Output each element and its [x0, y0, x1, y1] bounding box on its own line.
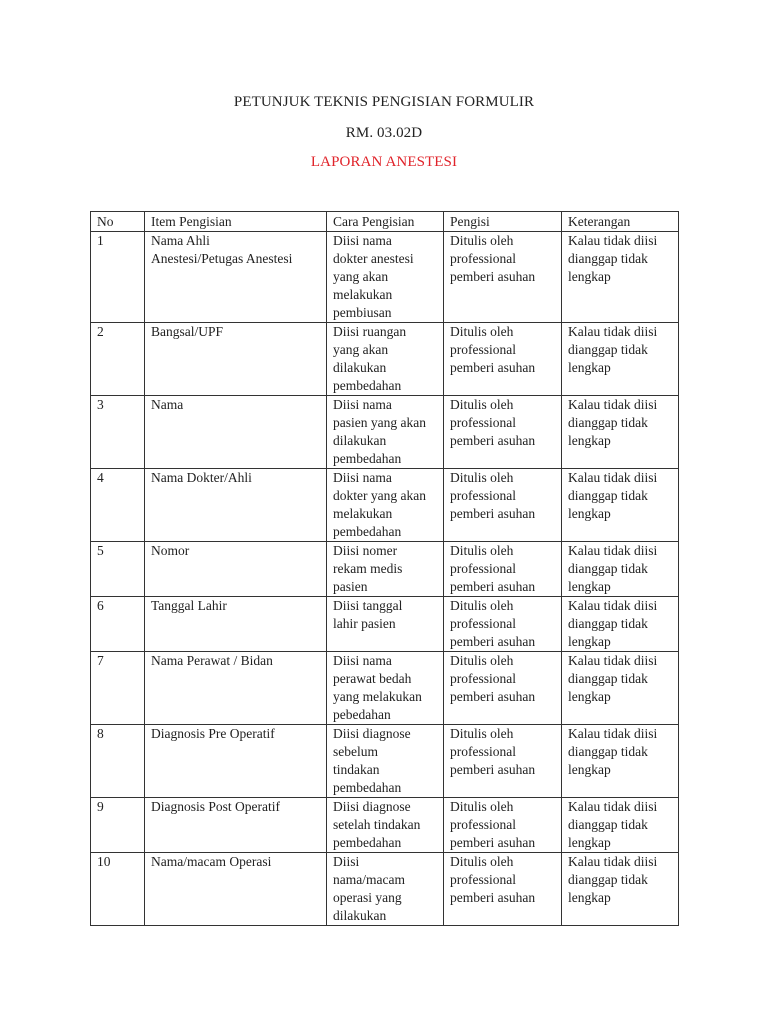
cell-cara-pengisian — [327, 396, 444, 469]
row-number-text: 3 — [97, 397, 104, 412]
cara-pengisian-text: Diisi tanggal lahir pasien — [333, 598, 403, 631]
header-cara: Cara Pengisian — [327, 212, 444, 232]
cell-item-pengisian — [145, 323, 327, 396]
cell-row-number — [91, 323, 145, 396]
cell-cara-pengisian — [327, 542, 444, 597]
item-pengisian-text: Nama/macam Operasi — [151, 854, 272, 869]
table-body — [91, 232, 679, 926]
pengisi-text: Ditulis oleh professional pemberi asuhan — [450, 397, 536, 448]
form-subtitle: LAPORAN ANESTESI — [310, 154, 458, 170]
cell-row-number — [91, 232, 145, 323]
document-title: PETUNJUK TEKNIS PENGISIAN FORMULIR — [233, 94, 535, 110]
pengisi-text: Ditulis oleh professional pemberi asuhan — [450, 598, 536, 649]
table-row — [91, 652, 679, 725]
cell-pengisi — [444, 396, 562, 469]
keterangan-text: Kalau tidak diisi dianggap tidak lengkap — [568, 470, 658, 521]
item-pengisian-text: Diagnosis Pre Operatif — [151, 726, 275, 741]
cell-item-pengisian — [145, 542, 327, 597]
cara-pengisian-text: Diisi nomer rekam medis pasien — [333, 543, 403, 594]
cara-pengisian-text: Diisi nama perawat bedah yang melakukan pebedahan — [333, 653, 422, 722]
cell-cara-pengisian — [327, 725, 444, 798]
cell-pengisi — [444, 542, 562, 597]
header-item: Item Pengisian — [145, 212, 327, 232]
row-number-text: 1 — [97, 233, 104, 248]
cell-item-pengisian — [145, 652, 327, 725]
cell-keterangan — [562, 469, 679, 542]
item-pengisian-text: Nama Ahli Anestesi/Petugas Anestesi — [151, 233, 293, 266]
pengisi-text: Ditulis oleh professional pemberi asuhan — [450, 854, 536, 905]
cell-item-pengisian — [145, 853, 327, 926]
row-number-text: 5 — [97, 543, 104, 558]
table-row — [91, 396, 679, 469]
cell-cara-pengisian — [327, 652, 444, 725]
cell-keterangan — [562, 853, 679, 926]
item-pengisian-text: Bangsal/UPF — [151, 324, 224, 339]
cell-cara-pengisian — [327, 853, 444, 926]
cell-row-number — [91, 542, 145, 597]
cell-keterangan — [562, 597, 679, 652]
cell-row-number — [91, 396, 145, 469]
cell-cara-pengisian — [327, 469, 444, 542]
cell-item-pengisian — [145, 798, 327, 853]
pengisi-text: Ditulis oleh professional pemberi asuhan — [450, 470, 536, 521]
header-no: No — [91, 212, 145, 232]
table-row — [91, 232, 679, 323]
cell-pengisi — [444, 725, 562, 798]
cell-cara-pengisian — [327, 798, 444, 853]
keterangan-text: Kalau tidak diisi dianggap tidak lengkap — [568, 726, 658, 777]
row-number-text: 6 — [97, 598, 104, 613]
cell-pengisi — [444, 652, 562, 725]
cara-pengisian-text: Diisi diagnose setelah tindakan pembedahan — [333, 799, 421, 850]
cell-keterangan — [562, 396, 679, 469]
cell-pengisi — [444, 798, 562, 853]
cell-keterangan — [562, 323, 679, 396]
cara-pengisian-text: Diisi ruangan yang akan dilakukan pembedahan — [333, 324, 407, 393]
keterangan-text: Kalau tidak diisi dianggap tidak lengkap — [568, 653, 658, 704]
pengisi-text: Ditulis oleh professional pemberi asuhan — [450, 726, 536, 777]
pengisi-text: Ditulis oleh professional pemberi asuhan — [450, 799, 536, 850]
pengisi-text: Ditulis oleh professional pemberi asuhan — [450, 543, 536, 594]
table-row — [91, 725, 679, 798]
cell-item-pengisian — [145, 232, 327, 323]
table-row — [91, 323, 679, 396]
cell-row-number — [91, 853, 145, 926]
item-pengisian-text: Diagnosis Post Operatif — [151, 799, 280, 814]
item-pengisian-text: Nama Dokter/Ahli — [151, 470, 252, 485]
item-pengisian-text: Nama Perawat / Bidan — [151, 653, 273, 668]
cell-item-pengisian — [145, 597, 327, 652]
keterangan-text: Kalau tidak diisi dianggap tidak lengkap — [568, 543, 658, 594]
cara-pengisian-text: Diisi nama dokter yang akan melakukan pembedahan — [333, 470, 426, 539]
row-number-text: 7 — [97, 653, 104, 668]
cell-pengisi — [444, 232, 562, 323]
cell-row-number — [91, 597, 145, 652]
table-row — [91, 798, 679, 853]
pengisi-text: Ditulis oleh professional pemberi asuhan — [450, 233, 536, 284]
keterangan-text: Kalau tidak diisi dianggap tidak lengkap — [568, 233, 658, 284]
cara-pengisian-text: Diisi nama dokter anestesi yang akan melakukan pembiusan — [333, 233, 414, 320]
row-number-text: 9 — [97, 799, 104, 814]
keterangan-text: Kalau tidak diisi dianggap tidak lengkap — [568, 324, 658, 375]
row-number-text: 4 — [97, 470, 104, 485]
cell-keterangan — [562, 725, 679, 798]
cell-keterangan — [562, 232, 679, 323]
cell-row-number — [91, 469, 145, 542]
keterangan-text: Kalau tidak diisi dianggap tidak lengkap — [568, 799, 658, 850]
instruction-table — [90, 211, 679, 926]
row-number-text: 8 — [97, 726, 104, 741]
pengisi-text: Ditulis oleh professional pemberi asuhan — [450, 653, 536, 704]
table-row — [91, 853, 679, 926]
keterangan-text: Kalau tidak diisi dianggap tidak lengkap — [568, 397, 658, 448]
cell-cara-pengisian — [327, 232, 444, 323]
cell-pengisi — [444, 469, 562, 542]
cell-keterangan — [562, 542, 679, 597]
cara-pengisian-text: Diisi nama/macam operasi yang dilakukan — [333, 854, 405, 923]
cell-pengisi — [444, 597, 562, 652]
cell-pengisi — [444, 853, 562, 926]
item-pengisian-text: Nomor — [151, 543, 190, 558]
cell-cara-pengisian — [327, 597, 444, 652]
header-keterangan: Keterangan — [562, 212, 679, 232]
cell-keterangan — [562, 652, 679, 725]
cell-row-number — [91, 652, 145, 725]
keterangan-text: Kalau tidak diisi dianggap tidak lengkap — [568, 598, 658, 649]
table-row — [91, 597, 679, 652]
table-header-row — [91, 212, 679, 232]
cell-pengisi — [444, 323, 562, 396]
cara-pengisian-text: Diisi diagnose sebelum tindakan pembedahan — [333, 726, 411, 795]
row-number-text: 2 — [97, 324, 104, 339]
cell-row-number — [91, 725, 145, 798]
cell-item-pengisian — [145, 469, 327, 542]
pengisi-text: Ditulis oleh professional pemberi asuhan — [450, 324, 536, 375]
cell-keterangan — [562, 798, 679, 853]
keterangan-text: Kalau tidak diisi dianggap tidak lengkap — [568, 854, 658, 905]
cell-item-pengisian — [145, 725, 327, 798]
row-number-text: 10 — [97, 854, 111, 869]
cell-item-pengisian — [145, 396, 327, 469]
table-row — [91, 469, 679, 542]
cell-row-number — [91, 798, 145, 853]
table-row — [91, 542, 679, 597]
cell-cara-pengisian — [327, 323, 444, 396]
header-pengisi: Pengisi — [444, 212, 562, 232]
cara-pengisian-text: Diisi nama pasien yang akan dilakukan pembedahan — [333, 397, 426, 466]
item-pengisian-text: Tanggal Lahir — [151, 598, 227, 613]
form-code: RM. 03.02D — [345, 125, 423, 141]
item-pengisian-text: Nama — [151, 397, 184, 412]
